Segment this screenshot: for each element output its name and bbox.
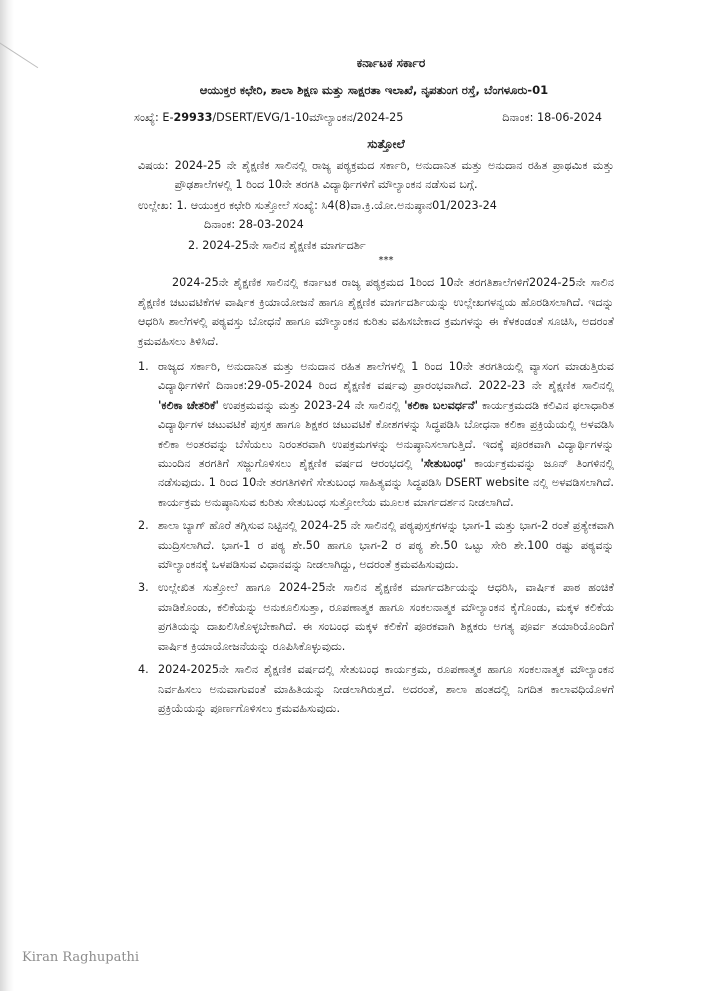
reference-block xyxy=(138,196,614,255)
points-list xyxy=(138,357,614,718)
reference-item-1: 1. ಆಯುಕ್ತರ ಕಛೇರಿ ಸುತ್ತೋಲೆ ಸಂಖ್ಯೆ: ಸಿ4(8)ವಾ.ಕ್ರಿ.ಯೋ.ಅನುಷ್ಠಾನ01/2023-24 xyxy=(176,199,497,212)
circular-title: ಸುತ್ತೋಲೆ xyxy=(367,137,405,151)
government-name: ಕರ್ನಾಟಕ ಸರ್ಕಾರ xyxy=(356,56,426,70)
list-item: 2. ಶಾಲಾ ಬ್ಯಾಗ್ ಹೊರೆ ತಗ್ಗಿಸುವ ನಿಟ್ಟಿನಲ್ಲಿ 2024-25 ನೇ ಸಾಲಿನಲ್ಲಿ ಪಠ್ಯಪುಸ್ತಕಗಳನ್ನು ಭಾಗ-1 ಮತ್ತು ಭಾಗ-2 ರಂತೆ ಪ್ರತ್ಯೇಕವಾಗಿ ಮುದ್ರಿಸಲಾಗಿದೆ. ಭಾಗ-1 ರ ಪಠ್ಯ ಶೇ.50 ಹಾಗೂ ಭಾಗ-2 ರ ಪಠ್ಯ ಶೇ.50 ಒಟ್ಟು ಸೇರಿ ಶೇ.100 ರಷ್ಟು ಪಠ್ಯವನ್ನು ಮೌಲ್ಯಾಂಕನಕ್ಕೆ ಒಳಪಡಿಸುವ ವಿಧಾನವನ್ನು ನೀಡಲಾಗಿದ್ದು, ಅದರಂತೆ ಕ್ರಮವಹಿಸುವುದು. xyxy=(138,519,614,572)
page-edge-shadow xyxy=(0,0,14,991)
office-address: ಆಯುಕ್ತರ ಕಛೇರಿ, ಶಾಲಾ ಶಿಕ್ಷಣ ಮತ್ತು ಸಾಕ್ಷರತಾ ಇಲಾಖೆ, ನೃಪತುಂಗ ರಸ್ತೆ, ಬೆಂಗಳೂರು-01 xyxy=(199,83,549,97)
circular-date: ದಿನಾಂಕ: 18-06-2024 xyxy=(502,111,602,124)
list-item: 4. 2024-2025ನೇ ಸಾಲಿನ ಶೈಕ್ಷಣಿಕ ವರ್ಷದಲ್ಲಿ ಸೇತುಬಂಧ ಕಾರ್ಯಕ್ರಮ, ರೂಪಣಾತ್ಮಕ ಹಾಗೂ ಸಂಕಲನಾತ್ಮಕ ಮೌಲ್ಯಾಂಕನ ನಿರ್ವಹಿಸಲು ಅನುವಾಗುವಂತೆ ಮಾಹಿತಿಯನ್ನು ನೀಡಲಾಗಿರುತ್ತದೆ. ಅದರಂತೆ, ಶಾಲಾ ಹಂತದಲ್ಲಿ ನಿಗದಿತ ಕಾಲಾವಧಿಯೊಳಗೆ ಪ್ರಕ್ರಿಯೆಯನ್ನು ಪೂರ್ಣಗೊಳಿಸಲು ಕ್ರಮವಹಿಸುವುದು. xyxy=(138,663,614,715)
circular-content xyxy=(134,54,614,722)
reference-number: ಸಂಖ್ಯೆ: E-29933/DSERT/EVG/1-10ಮೌಲ್ಯಾಂಕನ/2024-25 xyxy=(134,111,404,124)
subject-text: 2024-25 ನೇ ಶೈಕ್ಷಣಿಕ ಸಾಲಿನಲ್ಲಿ ರಾಜ್ಯ ಪಠ್ಯಕ್ರಮದ ಸರ್ಕಾರಿ, ಅನುದಾನಿತ ಮತ್ತು ಅನುದಾನ ರಹಿತ ಪ್ರಾಥಮಿಕ ಮತ್ತು ಪ್ರೌಢಶಾಲೆಗಳಲ್ಲಿ 1 ರಿಂದ 10ನೇ ತರಗತಿ ವಿದ್ಯಾರ್ಥಿಗಳಿಗೆ ಮೌಲ್ಯಾಂಕನ ನಡೆಸುವ ಬಗ್ಗೆ. xyxy=(174,159,614,191)
subject-label: ವಿಷಯ: xyxy=(138,159,169,172)
reference-item-2: 2. 2024-25ನೇ ಸಾಲಿನ ಶೈಕ್ಷಣಿಕ ಮಾರ್ಗದರ್ಶಿ xyxy=(188,239,366,252)
reference-label: ಉಲ್ಲೇಖ: xyxy=(138,199,173,212)
separator: *** xyxy=(378,255,394,266)
reference-line xyxy=(134,108,602,127)
subject-block xyxy=(138,156,614,194)
reference-item-1-date: ದಿನಾಂಕ: 28-03-2024 xyxy=(204,218,304,231)
list-item: 1. ರಾಜ್ಯದ ಸರ್ಕಾರಿ, ಅನುದಾನಿತ ಮತ್ತು ಅನುದಾನ ರಹಿತ ಶಾಲೆಗಳಲ್ಲಿ 1 ರಿಂದ 10ನೇ ತರಗತಿಯಲ್ಲಿ ವ್ಯಾಸಂಗ ಮಾಡುತ್ತಿರುವ ವಿದ್ಯಾರ್ಥಿಗಳಿಗೆ ದಿನಾಂಕ:29-05-2024 ರಿಂದ ಶೈಕ್ಷಣಿಕ ವರ್ಷವು ಪ್ರಾರಂಭವಾಗಿದೆ. 2022-23 ನೇ ಶೈಕ್ಷಣಿಕ ಸಾಲಿನಲ್ಲಿ 'ಕಲಿಕಾ ಚೇತರಿಕೆ' ಉಪಕ್ರಮವನ್ನು ಮತ್ತು 2023-24 ನೇ ಸಾಲಿನಲ್ಲಿ 'ಕಲಿಕಾ ಬಲವರ್ಧನೆ' ಕಾರ್ಯಕ್ರಮದಡಿ ಕಲಿವಿನ ಫಲಾಧಾರಿತ ವಿದ್ಯಾರ್ಥಿಗಳ ಚಟುವಟಿಕೆ ಪುಸ್ತಕ ಹಾಗೂ ಶಿಕ್ಷಕರ ಚಟುವಟಿಕೆ ಕೋಶಗಳನ್ನು ಸಿದ್ಧಪಡಿಸಿ ಬೋಧನಾ ಕಲಿಕಾ ಪ್ರಕ್ರಿಯೆಯಲ್ಲಿ ಅಳವಡಿಸಿ ಕಲಿಕಾ ಅಂತರವನ್ನು ಬೆಸೆಯಲು ನಿರಂತರವಾಗಿ ಉಪಕ್ರಮಗಳನ್ನು ಅನುಷ್ಠಾನಿಸಲಾಗುತ್ತಿದೆ. ಇದಕ್ಕೆ ಪೂರಕವಾಗಿ ವಿದ್ಯಾರ್ಥಿಗಳನ್ನು ಮುಂದಿನ ತರಗತಿಗೆ ಸಜ್ಜುಗೊಳಿಸಲು ಶೈಕ್ಷಣಿಕ ವರ್ಷದ ಆರಂಭದಲ್ಲಿ 'ಸೇತುಬಂಧ' ಕಾರ್ಯಕ್ರಮವನ್ನು ಜೂನ್ ತಿಂಗಳಿನಲ್ಲಿ ನಡೆಸುವುದು. 1 ರಿಂದ 10ನೇ ತರಗತಿಗಳಿಗೆ ಸೇತುಬಂಧ ಸಾಹಿತ್ಯವನ್ನು ಸಿದ್ಧಪಡಿಸಿ DSERT website ನಲ್ಲಿ ಅಳವಡಿಸಲಾಗಿದೆ. ಕಾರ್ಯಕ್ರಮ ಅನುಷ್ಠಾನಿಸುವ ಕುರಿತು ಸೇತುಬಂಧ ಸುತ್ತೋಲೆಯ ಮೂಲಕ ಮಾರ್ಗದರ್ಶನ ನೀಡಲಾಗಿದೆ. xyxy=(138,360,614,509)
list-item: 3. ಉಲ್ಲೇಖಿತ ಸುತ್ತೋಲೆ ಹಾಗೂ 2024-25ನೇ ಸಾಲಿನ ಶೈಕ್ಷಣಿಕ ಮಾರ್ಗದರ್ಶಿಯನ್ನು ಆಧರಿಸಿ, ವಾರ್ಷಿಕ ಪಾಠ ಹಂಚಿಕೆ ಮಾಡಿಕೊಂಡು, ಕಲಿಕೆಯನ್ನು ಅನುಕೂಲಿಸುತ್ತಾ, ರೂಪಣಾತ್ಮಕ ಹಾಗೂ ಸಂಕಲನಾತ್ಮಕ ಮೌಲ್ಯಾಂಕನ ಕೈಗೊಂಡು, ಮಕ್ಕಳ ಕಲಿಕೆಯ ಪ್ರಗತಿಯನ್ನು ದಾಖಲಿಸಿಕೊಳ್ಳಬೇಕಾಗಿದೆ. ಈ ಸಂಬಂಧ ಮಕ್ಕಳ ಕಲಿಕೆಗೆ ಪೂರಕವಾಗಿ ಶಿಕ್ಷಕರು ಅಗತ್ಯ ಪೂರ್ವ ತಯಾರಿಯೊಂದಿಗೆ ವಾರ್ಷಿಕ ಕ್ರಿಯಾಯೋಜನೆಯನ್ನು ರೂಪಿಸಿಕೊಳ್ಳುವುದು. xyxy=(138,581,614,653)
intro-paragraph: 2024-25ನೇ ಶೈಕ್ಷಣಿಕ ಸಾಲಿನಲ್ಲಿ ಕರ್ನಾಟಕ ರಾಜ್ಯ ಪಠ್ಯಕ್ರಮದ 1ರಿಂದ 10ನೇ ತರಗತಿಶಾಲೆಗಳಿಗೆ2024-25ನೇ ಸಾಲಿನ ಶೈಕ್ಷಣಿಕ ಚಟುವಟಿಕೆಗಳ ವಾರ್ಷಿಕ ಕ್ರಿಯಾಯೋಜನೆ ಹಾಗೂ ಶೈಕ್ಷಣಿಕ ಮಾರ್ಗದರ್ಶಿಯನ್ನು ಉಲ್ಲೇಖಗಳನ್ವಯ ಹೊರಡಿಸಲಾಗಿದೆ. ಇದನ್ನು ಆಧರಿಸಿ ಶಾಲೆಗಳಲ್ಲಿ ಪಠ್ಯವಸ್ತು ಬೋಧನೆ ಹಾಗೂ ಮೌಲ್ಯಾಂಕನ ಕುರಿತು ವಹಿಸಬೇಕಾದ ಕ್ರಮಗಳನ್ನು ಈ ಕೆಳಕಂಡಂತೆ ಸೂಚಿಸಿ, ಅದರಂತೆ ಕ್ರಮವಹಿಸಲು ತಿಳಿಸಿದೆ. xyxy=(138,276,614,348)
watermark: Kiran Raghupathi xyxy=(22,950,140,965)
